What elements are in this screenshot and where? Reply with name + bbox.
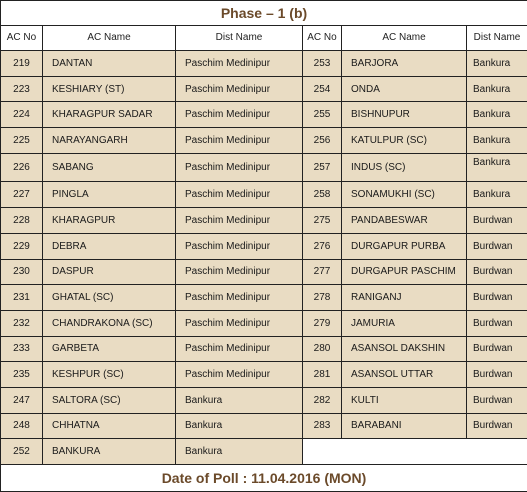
ac-no-cell: 256 — [303, 128, 342, 154]
ac-no-cell: 226 — [1, 153, 43, 182]
table-row — [1, 310, 527, 336]
dist-name-cell: Paschim Medinipur — [176, 233, 303, 259]
dist-name-cell: Paschim Medinipur — [176, 153, 303, 182]
dist-name-cell: Burdwan — [467, 259, 527, 285]
ac-no-cell: 229 — [1, 233, 43, 259]
dist-name-cell: Bankura — [467, 128, 527, 154]
ac-no-cell: 255 — [303, 102, 342, 128]
ac-name-cell: KESHIARY (ST) — [43, 76, 176, 102]
ac-name-cell: DEBRA — [43, 233, 176, 259]
dist-name-cell: Paschim Medinipur — [176, 128, 303, 154]
ac-no-cell: 254 — [303, 76, 342, 102]
ac-name-cell: GHATAL (SC) — [43, 285, 176, 311]
ac-no-cell: 233 — [1, 336, 43, 362]
ac-no-cell: 219 — [1, 51, 43, 77]
ac-name-cell: INDUS (SC) — [342, 153, 467, 182]
header-dist-name-2: Dist Name — [467, 26, 527, 51]
ac-no-cell: 279 — [303, 310, 342, 336]
dist-name-cell: Burdwan — [467, 208, 527, 234]
ac-no-cell: 257 — [303, 153, 342, 182]
ac-name-cell: KESHPUR (SC) — [43, 362, 176, 388]
ac-name-cell: BISHNUPUR — [342, 102, 467, 128]
dist-name-cell: Burdwan — [467, 362, 527, 388]
table-row — [1, 233, 527, 259]
empty-cell — [303, 439, 527, 465]
dist-name-cell: Burdwan — [467, 336, 527, 362]
dist-name-cell: Paschim Medinipur — [176, 310, 303, 336]
ac-no-cell: 225 — [1, 128, 43, 154]
dist-name-cell: Paschim Medinipur — [176, 259, 303, 285]
header-ac-no-2: AC No — [303, 26, 342, 51]
ac-no-cell: 258 — [303, 182, 342, 208]
ac-name-cell: JAMURIA — [342, 310, 467, 336]
ac-name-cell: CHANDRAKONA (SC) — [43, 310, 176, 336]
ac-no-cell: 278 — [303, 285, 342, 311]
table-row — [1, 413, 527, 439]
ac-no-cell: 228 — [1, 208, 43, 234]
dist-name-cell: Paschim Medinipur — [176, 362, 303, 388]
ac-no-cell: 248 — [1, 413, 43, 439]
ac-name-cell: SONAMUKHI (SC) — [342, 182, 467, 208]
ac-no-cell: 230 — [1, 259, 43, 285]
dist-name-cell: Burdwan — [467, 310, 527, 336]
dist-name-cell: Bankura — [176, 413, 303, 439]
ac-name-cell: DASPUR — [43, 259, 176, 285]
ac-name-cell: SALTORA (SC) — [43, 387, 176, 413]
header-row — [1, 26, 527, 51]
ac-name-cell: KULTI — [342, 387, 467, 413]
table-row — [1, 51, 527, 77]
ac-no-cell: 282 — [303, 387, 342, 413]
table-row — [1, 102, 527, 128]
ac-name-cell: ONDA — [342, 76, 467, 102]
ac-name-cell: BARABANI — [342, 413, 467, 439]
ac-no-cell: 280 — [303, 336, 342, 362]
table-row — [1, 362, 527, 388]
ac-no-cell: 247 — [1, 387, 43, 413]
table-row — [1, 439, 527, 465]
table-row — [1, 76, 527, 102]
dist-name-cell: Bankura — [467, 51, 527, 77]
ac-no-cell: 277 — [303, 259, 342, 285]
ac-name-cell: DURGAPUR PURBA — [342, 233, 467, 259]
ac-name-cell: CHHATNA — [43, 413, 176, 439]
ac-name-cell: NARAYANGARH — [43, 128, 176, 154]
table-row — [1, 208, 527, 234]
ac-name-cell: PANDABESWAR — [342, 208, 467, 234]
header-ac-name: AC Name — [43, 26, 176, 51]
dist-name-cell: Bankura — [467, 102, 527, 128]
ac-no-cell: 231 — [1, 285, 43, 311]
ac-name-cell: DANTAN — [43, 51, 176, 77]
table-row — [1, 387, 527, 413]
dist-name-cell: Bankura — [467, 76, 527, 102]
dist-name-cell: Paschim Medinipur — [176, 336, 303, 362]
ac-no-cell: 232 — [1, 310, 43, 336]
table-row — [1, 285, 527, 311]
ac-name-cell: DURGAPUR PASCHIM — [342, 259, 467, 285]
ac-no-cell: 281 — [303, 362, 342, 388]
ac-name-cell: ASANSOL DAKSHIN — [342, 336, 467, 362]
ac-name-cell: BANKURA — [43, 439, 176, 465]
header-ac-no: AC No — [1, 26, 43, 51]
table-row — [1, 259, 527, 285]
ac-name-cell: KHARAGPUR SADAR — [43, 102, 176, 128]
header-dist-name: Dist Name — [176, 26, 303, 51]
table-row — [1, 128, 527, 154]
ac-name-cell: KHARAGPUR — [43, 208, 176, 234]
dist-name-cell: Paschim Medinipur — [176, 285, 303, 311]
ac-name-cell: SABANG — [43, 153, 176, 182]
ac-no-cell: 283 — [303, 413, 342, 439]
ac-no-cell: 224 — [1, 102, 43, 128]
ac-name-cell: BARJORA — [342, 51, 467, 77]
ac-no-cell: 223 — [1, 76, 43, 102]
date-of-poll: Date of Poll : 11.04.2016 (MON) — [1, 465, 527, 492]
dist-name-cell: Bankura — [176, 387, 303, 413]
dist-name-cell: Burdwan — [467, 387, 527, 413]
dist-name-cell: Bankura — [467, 182, 527, 208]
table-row — [1, 336, 527, 362]
ac-no-cell: 275 — [303, 208, 342, 234]
dist-name-cell: Burdwan — [467, 413, 527, 439]
ac-name-cell: ASANSOL UTTAR — [342, 362, 467, 388]
dist-name-cell: Bankura — [176, 439, 303, 465]
header-ac-name-2: AC Name — [342, 26, 467, 51]
dist-name-cell: Burdwan — [467, 233, 527, 259]
dist-name-cell: Bankura — [467, 153, 527, 182]
ac-name-cell: PINGLA — [43, 182, 176, 208]
dist-name-cell: Paschim Medinipur — [176, 182, 303, 208]
ac-no-cell: 252 — [1, 439, 43, 465]
ac-no-cell: 227 — [1, 182, 43, 208]
ac-name-cell: RANIGANJ — [342, 285, 467, 311]
page-title: Phase – 1 (b) — [1, 1, 527, 26]
table-row — [1, 182, 527, 208]
ac-no-cell: 253 — [303, 51, 342, 77]
dist-name-cell: Paschim Medinipur — [176, 208, 303, 234]
ac-no-cell: 235 — [1, 362, 43, 388]
ac-name-cell: KATULPUR (SC) — [342, 128, 467, 154]
ac-name-cell: GARBETA — [43, 336, 176, 362]
dist-name-cell: Burdwan — [467, 285, 527, 311]
ac-no-cell: 276 — [303, 233, 342, 259]
table-row — [1, 153, 527, 182]
dist-name-cell: Paschim Medinipur — [176, 76, 303, 102]
dist-name-cell: Paschim Medinipur — [176, 102, 303, 128]
dist-name-cell: Paschim Medinipur — [176, 51, 303, 77]
